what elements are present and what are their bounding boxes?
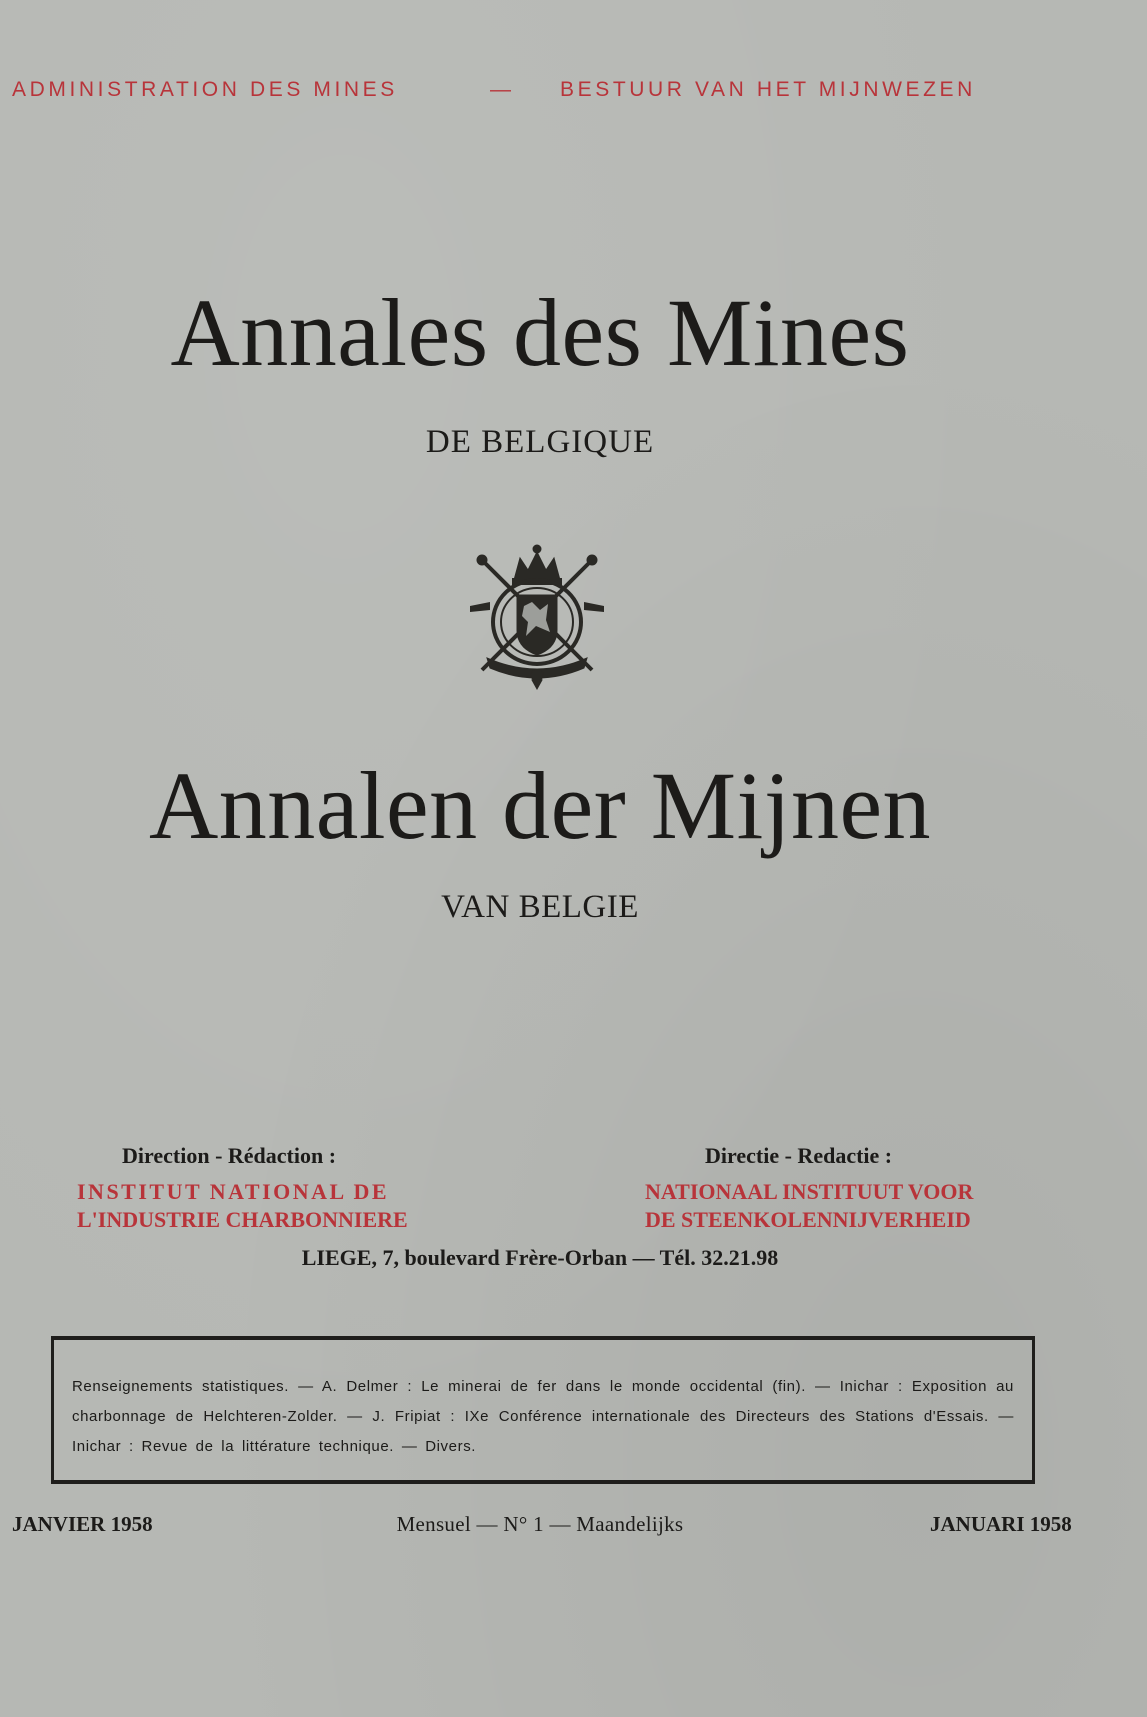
header-line	[0, 78, 1147, 108]
header-administration: ADMINISTRATION DES MINES	[12, 78, 398, 101]
title-french: Annales des Mines	[170, 279, 910, 386]
institute-dutch-line1: NATIONAAL INSTITUUT VOOR	[645, 1179, 974, 1204]
institute-french-line2: L'INDUSTRIE CHARBONNIERE	[77, 1207, 408, 1232]
issue-date-dutch: JANUARI 1958	[930, 1512, 1072, 1536]
table-of-contents: Renseignements statistiques. — A. Delmer : Le minerai de fer dans le monde occidental (fin). — Inichar : Exposition au charbonnage de Helchteren-Zolder. — J. Fripiat : IXe Conférence internationale des Directeurs des Stations d'Essais. — Inichar : Revue de la littérature technique. — Divers.	[72, 1378, 1014, 1455]
direction-label-dutch: Directie - Redactie :	[705, 1143, 893, 1168]
header-bestuur: BESTUUR VAN HET MIJNWEZEN	[560, 78, 976, 101]
institute-dutch-line2: DE STEENKOLENNIJVERHEID	[645, 1207, 971, 1232]
subtitle-dutch: VAN BELGIE	[441, 889, 639, 925]
issue-number: Mensuel — N° 1 — Maandelijks	[396, 1512, 684, 1536]
title-dutch: Annalen der Mijnen	[148, 752, 932, 859]
subtitle-french: DE BELGIQUE	[425, 424, 655, 460]
address: LIEGE, 7, boulevard Frère-Orban — Tél. 32.21.98	[301, 1245, 779, 1270]
institute-french-line1: INSTITUT NATIONAL DE	[77, 1179, 390, 1204]
direction-label-french: Direction - Rédaction :	[122, 1143, 337, 1168]
contents-box	[51, 1336, 1035, 1484]
header-separator: —	[490, 78, 511, 101]
issue-date-french: JANVIER 1958	[12, 1512, 153, 1536]
belgian-coat-of-arms-icon	[462, 540, 612, 690]
